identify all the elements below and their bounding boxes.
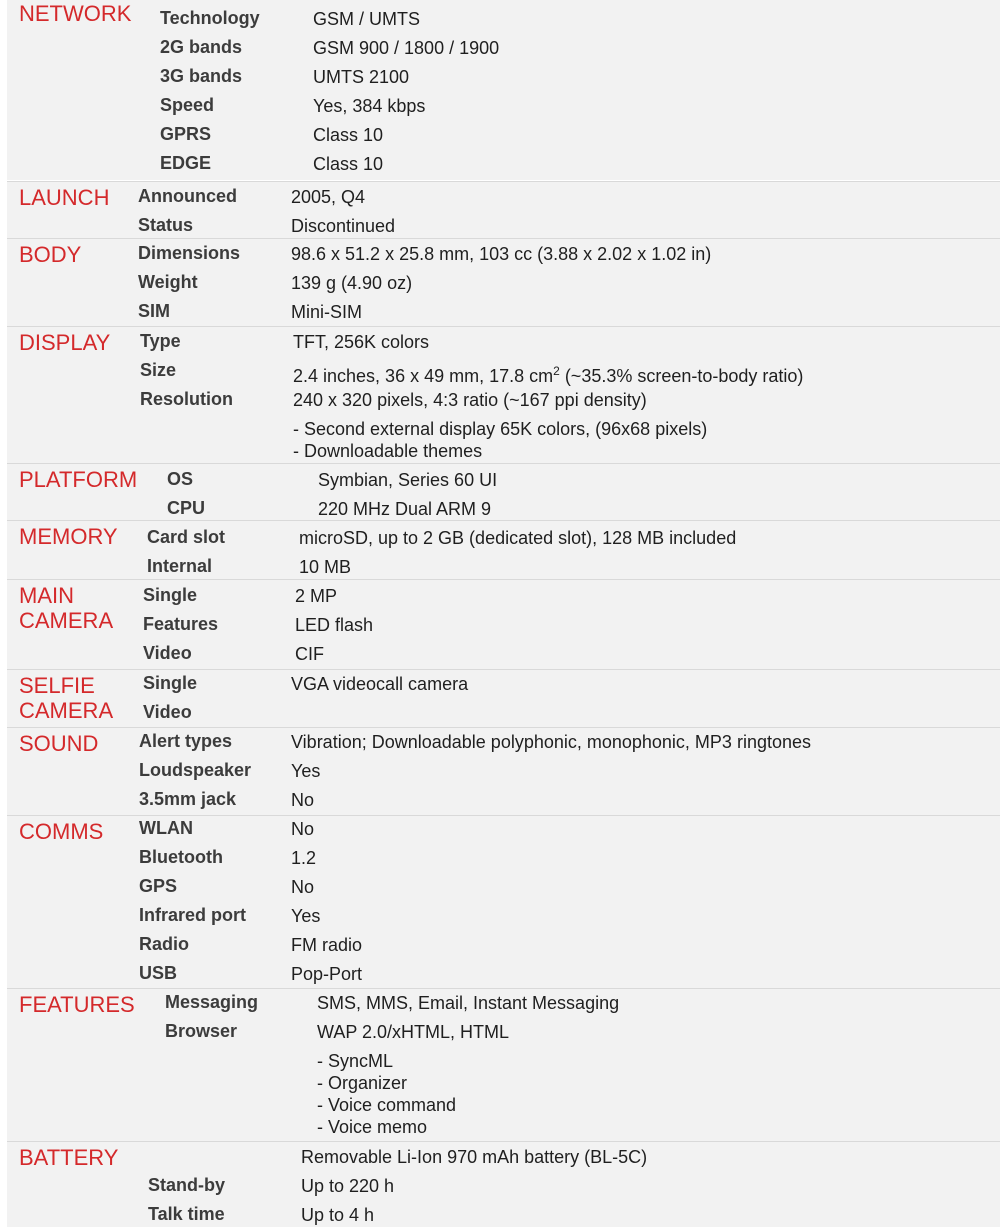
spec-label: Single [143,673,198,693]
spec-value: Up to 220 h [301,1176,395,1196]
spec-label: GPRS [160,124,212,144]
spec-label: Browser [165,1021,238,1041]
spec-label: 2G bands [160,37,243,57]
spec-label: Resolution [140,389,233,409]
section-category: PLATFORM [19,467,138,492]
spec-value: Yes [291,761,321,781]
spec-label: Card slot [147,527,226,547]
spec-value: No [291,790,315,810]
spec-label: Internal [147,556,213,576]
spec-value: No [291,877,315,897]
spec-section [7,181,1000,238]
spec-value: - Second external display 65K colors, (96x68 pixels) - Downloadable themes [293,419,708,461]
spec-value: TFT, 256K colors [293,332,430,352]
spec-value: WAP 2.0/xHTML, HTML [317,1022,510,1042]
spec-value: CIF [295,644,324,664]
spec-label: Radio [139,934,190,954]
section-category: LAUNCH [19,185,110,210]
spec-label: SIM [138,301,171,321]
spec-label: Type [140,331,181,351]
spec-value: 139 g (4.90 oz) [291,273,413,293]
spec-value: SMS, MMS, Email, Instant Messaging [317,993,620,1013]
spec-value: 98.6 x 51.2 x 25.8 mm, 103 cc (3.88 x 2.02 x 1.02 in) [291,244,712,264]
spec-value: Pop-Port [291,964,363,984]
spec-value: Discontinued [291,216,396,236]
spec-value: 2 MP [295,586,338,606]
section-category: SELFIE CAMERA [19,673,114,723]
spec-value: Vibration; Downloadable polyphonic, monophonic, MP3 ringtones [291,732,811,752]
spec-value: No [291,819,315,839]
spec-value: GSM / UMTS [313,9,420,29]
section-category: MEMORY [19,524,118,549]
spec-label: Weight [138,272,198,292]
spec-label: 3.5mm jack [139,789,237,809]
spec-label: 3G bands [160,66,243,86]
spec-value: 2005, Q4 [291,187,366,207]
section-category: FEATURES [19,992,135,1017]
spec-value: UMTS 2100 [313,67,410,87]
spec-value: 240 x 320 pixels, 4:3 ratio (~167 ppi density) [293,390,647,410]
spec-label: Technology [160,8,260,28]
spec-value: Yes [291,906,321,926]
superscript: 2 [553,364,560,378]
spec-label: Speed [160,95,215,115]
spec-value: Class 10 [313,154,384,174]
section-category: MAIN CAMERA [19,583,114,633]
section-category: BODY [19,242,82,267]
spec-label: Loudspeaker [139,760,252,780]
spec-value: 220 MHz Dual ARM 9 [318,499,492,519]
spec-label: Features [143,614,219,634]
spec-section [7,520,1000,579]
spec-value: 10 MB [299,557,352,577]
spec-section [7,988,1000,1141]
section-category: COMMS [19,819,104,844]
spec-value: VGA videocall camera [291,674,469,694]
spec-label: Stand-by [148,1175,226,1195]
spec-section [7,579,1000,669]
spec-value: 2.4 inches, 36 x 49 mm, 17.8 $cm^2$ (~35.3% screen-to-body ratio) [293,364,804,386]
spec-label: USB [139,963,178,983]
spec-value: Class 10 [313,125,384,145]
spec-value: - SyncML - Organizer - Voice command - Voice memo [317,1051,457,1137]
spec-label: WLAN [139,818,193,838]
section-category: DISPLAY [19,330,111,355]
spec-label: Infrared port [139,905,247,925]
spec-label: Announced [138,186,237,206]
spec-label: Bluetooth [139,847,223,867]
spec-value: GSM 900 / 1800 / 1900 [313,38,500,58]
section-category: SOUND [19,731,99,756]
spec-label: OS [167,469,194,489]
spec-label: Status [138,215,194,235]
spec-section [7,0,1000,180]
spec-label: CPU [167,498,206,518]
spec-value: FM radio [291,935,363,955]
spec-label: Alert types [139,731,233,751]
spec-section [7,669,1000,727]
spec-value: Mini-SIM [291,302,362,322]
spec-value: LED flash [295,615,374,635]
spec-label: Talk time [148,1204,225,1224]
spec-label: Video [143,702,192,722]
spec-label: Size [140,360,177,380]
spec-label: Single [143,585,198,605]
spec-section [7,815,1000,988]
section-category: NETWORK [19,1,132,26]
spec-value: microSD, up to 2 GB (dedicated slot), 128 MB included [299,528,737,548]
spec-value: Symbian, Series 60 UI [318,470,498,490]
spec-label: EDGE [160,153,212,173]
spec-section [7,1141,1000,1227]
spec-value: Yes, 384 kbps [313,96,426,116]
spec-value: Up to 4 h [301,1205,375,1225]
spec-value: 1.2 [291,848,317,868]
spec-label: Messaging [165,992,259,1012]
spec-section [7,727,1000,815]
spec-label: GPS [139,876,178,896]
spec-label: Dimensions [138,243,241,263]
spec-section [7,326,1000,463]
spec-label: Video [143,643,192,663]
section-category: BATTERY [19,1145,119,1170]
spec-value: Removable Li-Ion 970 mAh battery (BL-5C) [301,1147,648,1167]
spec-section [7,238,1000,326]
spec-section [7,463,1000,520]
